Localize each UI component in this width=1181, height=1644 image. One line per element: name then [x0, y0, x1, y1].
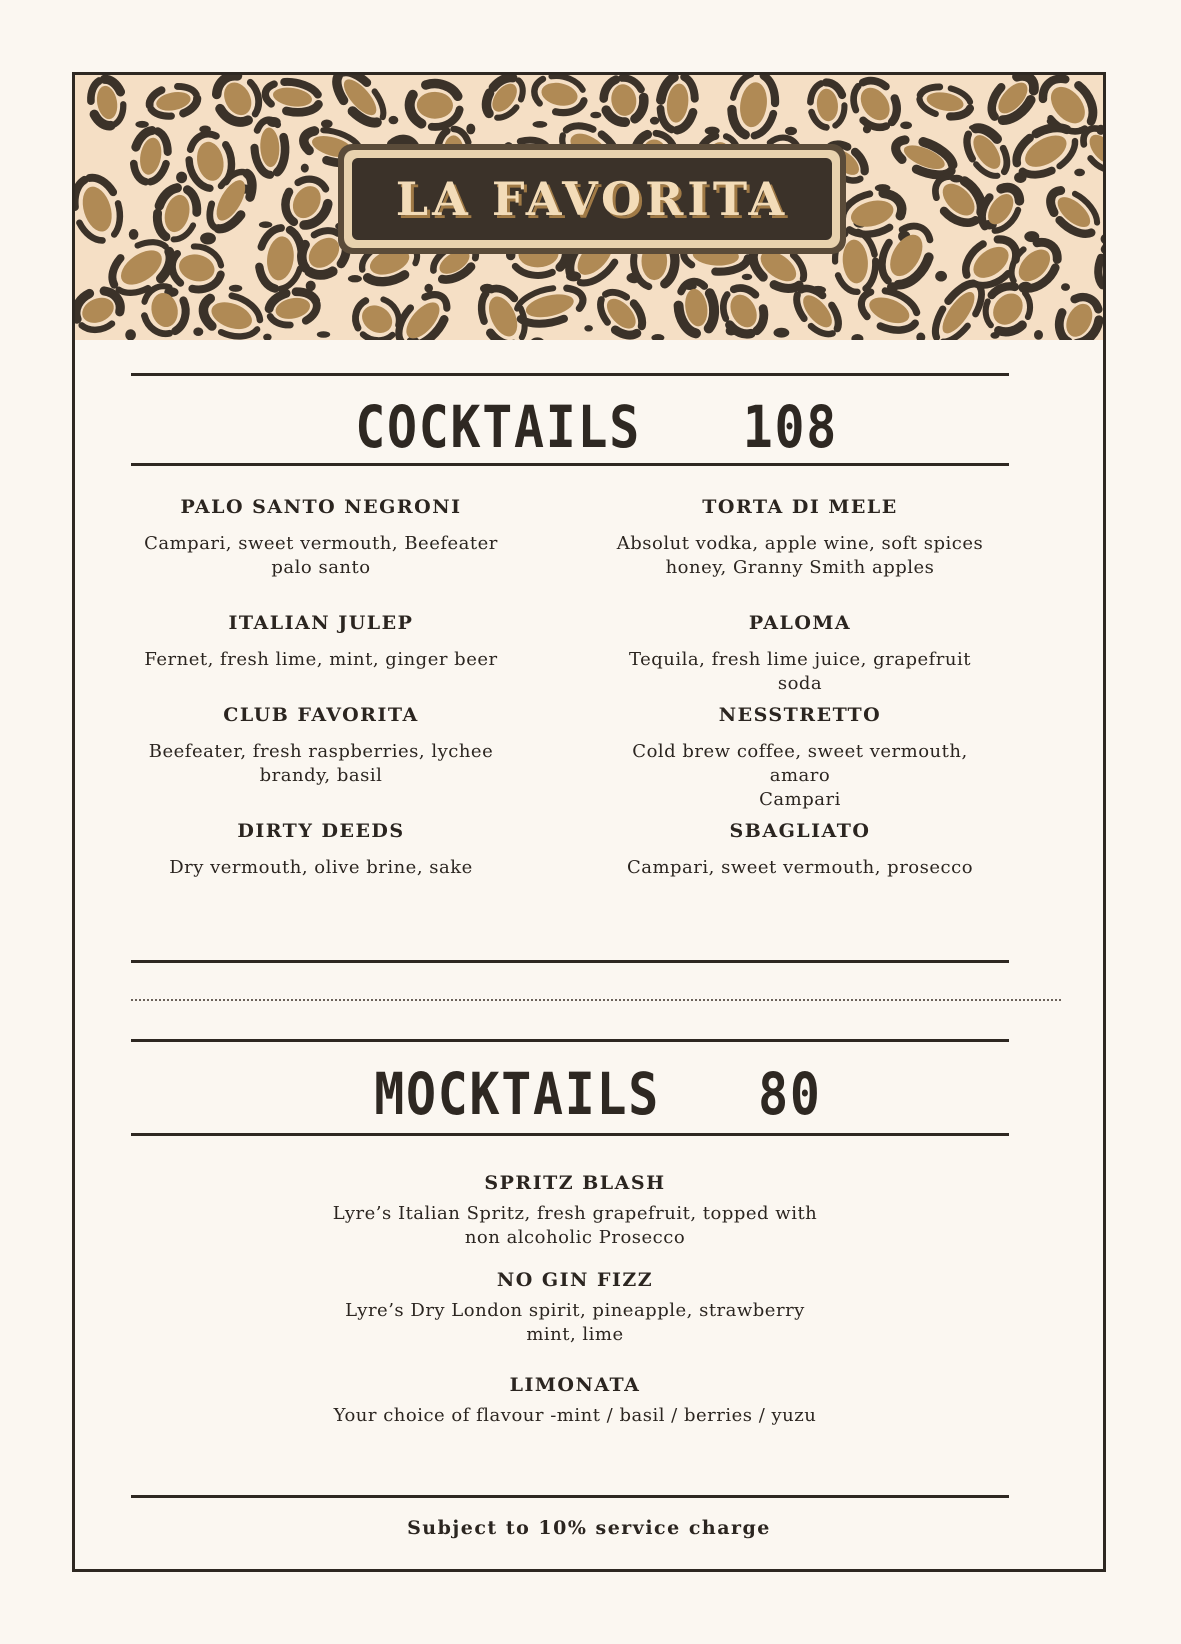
item-description: Campari, sweet vermouth, Beefeater palo santo — [144, 533, 498, 578]
item-description: Lyre’s Dry London spirit, pineapple, strawberry mint, lime — [345, 1300, 805, 1345]
leopard-banner — [75, 75, 1103, 340]
divider-rule — [131, 960, 1009, 963]
item-name: SPRITZ BLASH — [484, 1172, 666, 1194]
menu-item — [605, 820, 995, 880]
cocktails-title: COCKTAILS — [355, 393, 642, 461]
item-name: CLUB FAVORITA — [223, 704, 419, 726]
item-name: DIRTY DEEDS — [237, 820, 405, 842]
item-name: SBAGLIATO — [729, 820, 871, 842]
item-name: TORTA DI MELE — [702, 496, 898, 518]
menu-item — [131, 704, 511, 788]
item-description: Dry vermouth, olive brine, sake — [169, 857, 473, 878]
item-name: LIMONATA — [509, 1374, 641, 1396]
item-description: Absolut vodka, apple wine, soft spices honey, Granny Smith apples — [616, 533, 984, 578]
divider-rule — [131, 1039, 1009, 1042]
cocktails-price: 108 — [742, 393, 838, 461]
menu-item — [131, 820, 511, 880]
menu-frame — [72, 72, 1106, 1572]
item-description: Tequila, fresh lime juice, grapefruit soda — [629, 649, 971, 694]
divider-rule — [131, 373, 1009, 376]
menu-item — [605, 704, 995, 812]
menu-item — [131, 612, 511, 672]
menu-item — [131, 496, 511, 580]
brand-name: LA FAVORITA — [395, 172, 789, 226]
logo-plaque — [338, 144, 846, 254]
mocktails-title: MOCKTAILS — [374, 1060, 660, 1128]
dotted-divider — [131, 999, 1061, 1001]
divider-rule — [131, 463, 1009, 466]
cocktails-header — [75, 393, 1103, 461]
item-description: Beefeater, fresh raspberries, lychee brandy, basil — [148, 741, 494, 786]
divider-rule — [131, 1133, 1009, 1136]
menu-item — [605, 612, 995, 696]
menu-item — [275, 1374, 875, 1428]
item-name: PALOMA — [748, 612, 852, 634]
service-charge-note: Subject to 10% service charge — [407, 1517, 771, 1539]
item-description: Lyre’s Italian Spritz, fresh grapefruit, topped with non alcoholic Prosecco — [332, 1203, 818, 1248]
mocktails-price: 80 — [758, 1060, 822, 1128]
menu-item — [275, 1269, 875, 1347]
menu-item — [275, 1172, 875, 1250]
menu-item — [605, 496, 995, 580]
mocktails-header — [75, 1060, 1103, 1128]
item-description: Campari, sweet vermouth, prosecco — [626, 857, 974, 878]
item-description: Your choice of flavour -mint / basil / berries / yuzu — [333, 1405, 817, 1426]
item-description: Cold brew coffee, sweet vermouth, amaro Campari — [632, 741, 968, 810]
item-name: NO GIN FIZZ — [496, 1269, 654, 1291]
item-name: NESSTRETTO — [718, 704, 882, 726]
divider-rule — [131, 1495, 1009, 1498]
item-description: Fernet, fresh lime, mint, ginger beer — [144, 649, 498, 670]
item-name: PALO SANTO NEGRONI — [180, 496, 462, 518]
item-name: ITALIAN JULEP — [228, 612, 414, 634]
